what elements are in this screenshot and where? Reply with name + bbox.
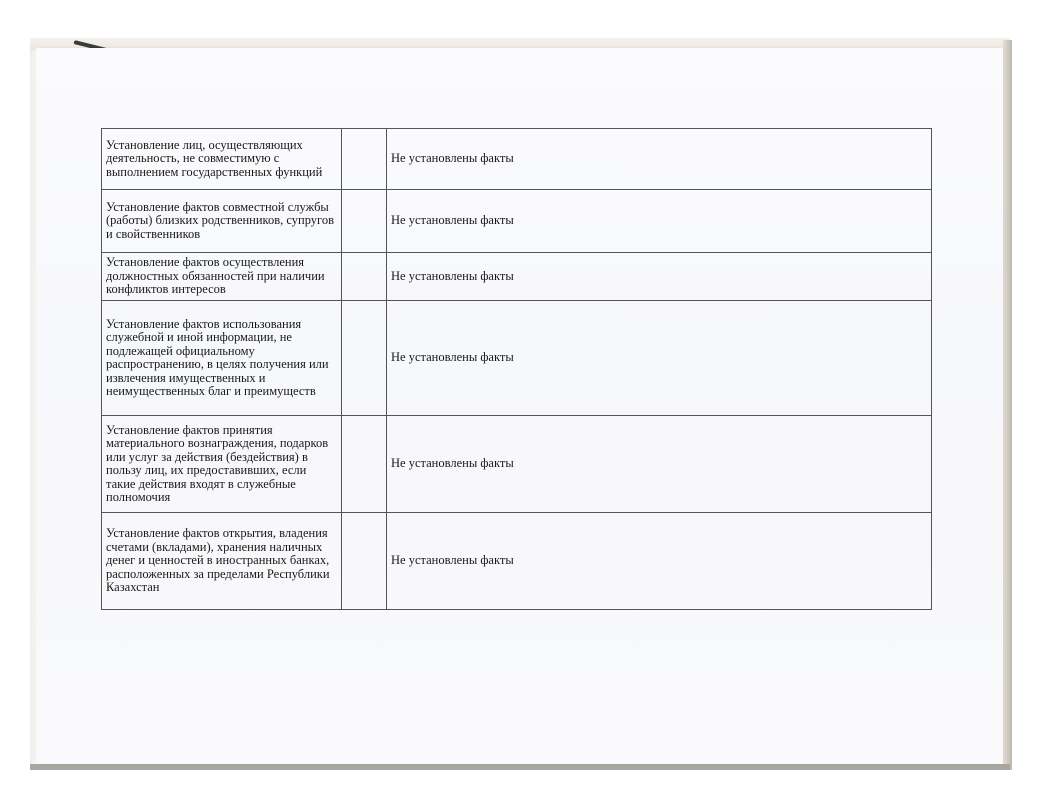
check-item-cell: Установление фактов использования служебной и иной информации, не подлежащей официальному распространению, в целях получения или извлечения имущественных и неимущественных благ и преимуществ: [102, 301, 342, 416]
check-item-cell: Установление фактов открытия, владения счетами (вкладами), хранения наличных денег и ценностей в иностранных банках, расположенных за пределами Республики Казахстан: [102, 513, 342, 610]
check-item-cell: Установление фактов совместной службы (работы) близких родственников, супругов и свойственников: [102, 190, 342, 253]
result-cell: Не установлены факты: [387, 253, 932, 301]
desk-background-bottom: [30, 764, 1010, 770]
table-row: [102, 190, 932, 253]
table-row: [102, 129, 932, 190]
result-cell: Не установлены факты: [387, 513, 932, 610]
table-row: [102, 513, 932, 610]
empty-cell: [342, 301, 387, 416]
empty-cell: [342, 416, 387, 513]
result-cell: Не установлены факты: [387, 416, 932, 513]
result-cell: Не установлены факты: [387, 190, 932, 253]
empty-cell: [342, 513, 387, 610]
table-row: [102, 301, 932, 416]
empty-cell: [342, 190, 387, 253]
check-item-cell: Установление фактов принятия материального вознаграждения, подарков или услуг за действия (бездействия) в пользу лиц, их предоставивших, если такие действия входят в служебные полномочия: [102, 416, 342, 513]
document-page: [36, 48, 1003, 764]
check-item-cell: Установление фактов осуществления должностных обязанностей при наличии конфликтов интересов: [102, 253, 342, 301]
empty-cell: [342, 129, 387, 190]
empty-cell: [342, 253, 387, 301]
result-cell: Не установлены факты: [387, 129, 932, 190]
result-cell: Не установлены факты: [387, 301, 932, 416]
table-row: [102, 416, 932, 513]
table-row: [102, 253, 932, 301]
check-item-cell: Установление лиц, осуществляющих деятельность, не совместимую с выполнением государственных функций: [102, 129, 342, 190]
desk-background-right: [1003, 40, 1012, 770]
facts-table: [101, 128, 932, 610]
